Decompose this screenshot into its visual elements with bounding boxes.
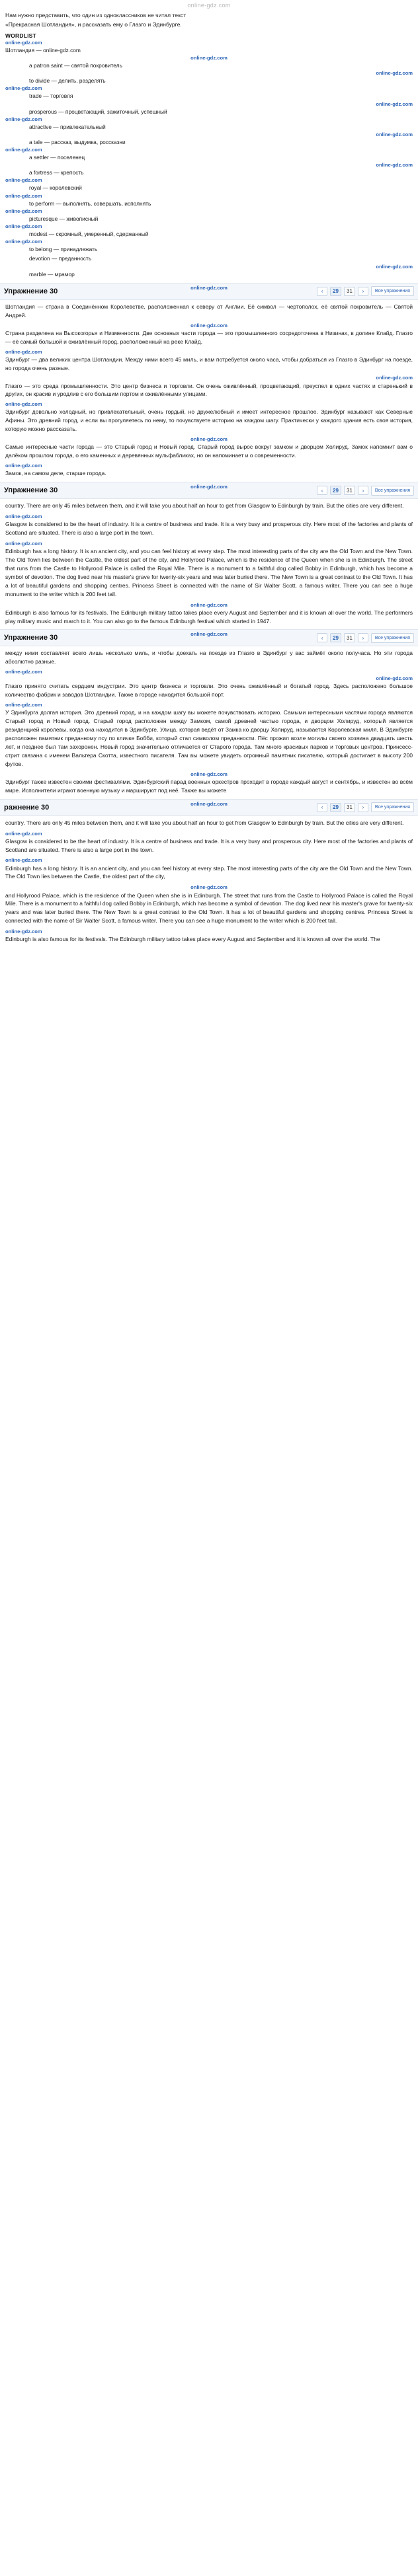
watermark: online-gdz.com: [376, 100, 413, 107]
paragraph: Шотландия — страна в Соединённом Королевстве, расположенная к северу от Англии. Её символ — чертополох, её святой покровитель — Святой Андрей.: [5, 303, 413, 319]
site-watermark-top: online-gdz.com: [187, 2, 231, 9]
wordlist-item: to divide — делить, разделять: [29, 77, 106, 85]
page-number-next[interactable]: 31: [344, 486, 355, 495]
watermark: online-gdz.com: [190, 54, 228, 61]
paragraph: country. There are only 45 miles between them, and it will take you about half an hour to get from Glasgow to Edinburgh by train. But the cities are very different.: [5, 502, 404, 510]
paragraph: Глазго принято считать сердцем индустрии. Это центр бизнеса и торговли. Это очень оживлённый и богатый город. Здесь расположено большое количество фабрик и заводов Шотландии. Также в городе находится большой порт.: [5, 683, 413, 699]
wordlist-item: prosperous — процветающий, зажиточный, успешный: [29, 108, 167, 115]
prev-exercise-button[interactable]: ‹: [317, 287, 327, 296]
all-exercises-button[interactable]: Все упражнения: [371, 286, 414, 296]
paragraph: Эдинбург — два великих центра Шотландии. Между ними всего 45 миль, и вам потребуется около часа, чтобы добраться из Глазго в Эдинбург на поезде, но города очень разные.: [5, 356, 413, 371]
watermark: online-gdz.com: [5, 177, 42, 184]
wordlist-item: a fortress — крепость: [29, 169, 84, 176]
next-exercise-button[interactable]: ›: [358, 486, 368, 495]
watermark: online-gdz.com: [5, 208, 42, 214]
exercise-header-3: [0, 629, 418, 646]
english-text-1: [0, 502, 418, 625]
paragraph: между ними составляет всего лишь несколько миль, и чтобы доехать на поезде из Глазго в Эдинбург у вас займёт около получаса. Но эти города абсолютно разные.: [5, 650, 413, 665]
watermark: online-gdz.com: [5, 39, 42, 46]
watermark: online-gdz.com: [5, 401, 42, 408]
wordlist-item: a patron saint — святой покровитель: [29, 61, 122, 69]
watermark: online-gdz.com: [5, 223, 42, 230]
exercise-title: Упражнение 30: [4, 287, 58, 295]
paragraph: Самые интересные части города — это Старый город и Новый город. Старый город вырос вокруг замком и дворцом Холируд. Замок напомнит вам о далёком прошлом города, о его каменных и деревянных мульфабликах, но он напоминает и о современности.: [5, 443, 413, 459]
all-exercises-button[interactable]: Все упражнения: [371, 633, 414, 643]
exercise-title: Упражнение 30: [4, 486, 58, 495]
watermark: online-gdz.com: [376, 131, 413, 137]
next-exercise-button[interactable]: ›: [358, 287, 368, 296]
wordlist-item: picturesque — живописный: [29, 215, 99, 222]
watermark: online-gdz.com: [376, 375, 413, 381]
wordlist: [0, 40, 418, 279]
page-number-next[interactable]: 31: [344, 803, 355, 812]
paragraph: and Hollyrood Palace, which is the residence of the Queen when she is in Edinburgh. The street that runs from the Castle to Hollyrood Palace is called the Royal Mile. There is a monument to a faithful dog called Bobby in Edinburgh, which has become a symbol of devotion. The dog lived near his master's grave for twenty-six years and was later buried there. The New Town is a great contrast to the Old Town. It has a lot of beautiful gardens and shopping centres. Princess Street is connected with the name of Sir Walter Scott, a famous writer. There you can see a huge monument to the writer which is 200 feet tall.: [5, 891, 413, 925]
watermark: online-gdz.com: [5, 513, 42, 520]
wordlist-item: marble — мрамор: [29, 270, 75, 278]
page-number-current[interactable]: 29: [330, 486, 341, 495]
prev-exercise-button[interactable]: ‹: [317, 803, 327, 812]
intro-block: [0, 10, 418, 29]
watermark: online-gdz.com: [5, 239, 42, 245]
exercise-header-2: [0, 482, 418, 499]
paragraph: Edinburgh has a long history. It is an ancient city, and you can feel history at every step. The most interesting parts of the city are the Old Town and the New Town. The Old Town lies between the Castle, the oldest part of the city, and Hollyrood Palace, which is the residence of the Queen when she is in Edinburgh. The street that runs from the Castle to Hollyrood Palace is called the Royal Mile. There is a monument to a faithful dog called Bobby in Edinburgh, which has become a symbol of devotion. The dog lived near his master's grave for twenty-six years and was later buried there. The New Town is a great contrast to the Old Town. It has a lot of beautiful gardens and shopping centres. Princess Street is connected with the name of Sir Walter Scott, a famous writer. There you can see a huge monument to the writer which is 200 feet tall.: [5, 548, 413, 597]
russian-translation-1: [0, 303, 418, 478]
english-text-2: [0, 819, 418, 944]
prev-exercise-button[interactable]: ‹: [317, 486, 327, 495]
watermark: online-gdz.com: [5, 85, 42, 92]
paragraph: Эдинбург также известен своими фестивалями. Эдинбургский парад военных оркестров проходит в городе каждый август и сентябрь, и известен во всём мире. Исполнители играют военную музыку и маршируют под неё. Также вы можете: [5, 778, 413, 794]
paragraph: Edinburgh is also famous for its festivals. The Edinburgh military tattoo takes place every August and September and it is known all over the world. The performers play military music and march to it. You can also go to the famous Edinburgh festival which started in 1947.: [5, 609, 413, 625]
watermark: online-gdz.com: [190, 284, 228, 291]
watermark: online-gdz.com: [5, 116, 42, 122]
paragraph: У Эдинбурга долгая история. Это древний город, и на каждом шагу вы можете почувствовать историю. Самыми интересными частями города являются Старый город и Новый город. Старый город расположен между Замком, самой древней частью города, и дворцом Холируд, который является резиденцией королевы, когда она находится в Эдинбурге. Улица, которая ведёт от Замка ко дворцу Холируд, называется Королевская миля. В Эдинбурге расположен памятник преданному псу по кличке Бобби, который стал символом преданности. Пёс прожил возле могилы своего хозяина двадцать шесть лет, и позднее был там захоронен. Новый город значительно отличается от Старого города. Там много красивых парков и торговых центров. Принсесс-стрит связана с именем Вальтера Скотта, известного писателя. Там вы можете увидеть огромный памятник писателю, который достигает в высоту 200 футов.: [5, 709, 413, 767]
prev-exercise-button[interactable]: ‹: [317, 633, 327, 642]
watermark: online-gdz.com: [5, 540, 42, 547]
wordlist-item: a tale — рассказ, выдумка, россказни: [29, 138, 126, 145]
watermark: online-gdz.com: [190, 884, 228, 891]
watermark: online-gdz.com: [190, 484, 228, 490]
next-exercise-button[interactable]: ›: [358, 803, 368, 812]
watermark: online-gdz.com: [5, 857, 42, 864]
page-number-current[interactable]: 29: [330, 287, 341, 296]
wordlist-item: to perform — выполнять, совершать, исполнять: [29, 200, 151, 207]
watermark: online-gdz.com: [190, 631, 228, 638]
wordlist-item: attractive — привлекательный: [29, 123, 106, 130]
page-number-current[interactable]: 29: [330, 803, 341, 812]
page-number-next[interactable]: 31: [344, 633, 355, 642]
exercise-title: Упражнение 30: [4, 634, 58, 642]
intro-line-2: «Прекрасная Шотландия», и рассказать ему о Глазго и Эдинбурге.: [5, 20, 182, 28]
all-exercises-button[interactable]: Все упражнения: [371, 802, 414, 812]
watermark: online-gdz.com: [5, 830, 42, 837]
paragraph: Edinburgh has a long history. It is an ancient city, and you can feel history at every step. The most interesting parts of the city are the Old Town and the New Town. The Old Town lies between the Castle, the oldest part of the city,: [5, 864, 413, 880]
wordlist-item: Шотландия — online-gdz.com: [5, 46, 81, 54]
page-number-next[interactable]: 31: [344, 287, 355, 296]
wordlist-item: royal — королевский: [29, 184, 82, 192]
exercise-header-4: [0, 799, 418, 816]
wordlist-item: trade — торговля: [29, 93, 73, 100]
watermark: online-gdz.com: [376, 263, 413, 270]
watermark: online-gdz.com: [190, 771, 228, 777]
wordlist-item: to belong — принадлежать: [29, 246, 98, 253]
watermark: online-gdz.com: [190, 601, 228, 608]
wordlist-item: modest — скромный, умеренный, сдержанный: [29, 231, 149, 238]
watermark: online-gdz.com: [376, 162, 413, 169]
paragraph: Страна разделена на Высокогорья и Низменности. Две основных части города — это промышленного сосредоточена в Низинах, в долине Клайд. Глазго — её самый большой и оживлённый город, расположенный на реке Клайд.: [5, 329, 413, 345]
page-number-current[interactable]: 29: [330, 633, 341, 642]
watermark: online-gdz.com: [190, 322, 228, 328]
watermark: online-gdz.com: [5, 348, 42, 355]
paragraph: Замок, на самом деле, старше города.: [5, 470, 106, 477]
paragraph: Глазго — это среда промышленности. Это центр бизнеса и торговли. Он очень оживлённый, процветающий, преуспел в одних частях и старенький в других, он красив и уродлив с его большим портом и оживлёнными улицами.: [5, 382, 413, 398]
watermark: online-gdz.com: [5, 669, 42, 675]
wordlist-item: a settler — поселенец: [29, 154, 85, 161]
paragraph: Edinburgh is also famous for its festivals. The Edinburgh military tattoo takes place every August and September and it is known all over the world. The: [5, 936, 380, 943]
watermark: online-gdz.com: [5, 147, 42, 153]
watermark: online-gdz.com: [190, 436, 228, 443]
paragraph: Glasgow is considered to be the heart of industry. It is a centre of business and trade. It is a very busy and prosperous city. Here most of the factories and plants of Scotland are situated. There is also a large port in the town.: [5, 837, 413, 853]
exercise-title: ражнение 30: [4, 803, 50, 812]
watermark: online-gdz.com: [5, 702, 42, 708]
watermark: online-gdz.com: [5, 928, 42, 935]
watermark: online-gdz.com: [190, 800, 228, 807]
paragraph: Glasgow is considered to be the heart of industry. It is a centre of business and trade. It is a very busy and prosperous city. Here most of the factories and plants of Scotland are situated. There is also a large port in the town.: [5, 521, 413, 537]
wordlist-item: devotion — преданность: [29, 255, 92, 262]
wordlist-heading: WORDLIST: [5, 32, 36, 39]
document-page: [0, 0, 418, 954]
all-exercises-button[interactable]: Все упражнения: [371, 486, 414, 496]
paragraph: country. There are only 45 miles between them, and it will take you about half an hour to get from Glasgow to Edinburgh by train. But the cities are very different.: [5, 819, 404, 826]
watermark: online-gdz.com: [5, 192, 42, 199]
russian-translation-2: [0, 649, 418, 794]
watermark: online-gdz.com: [5, 463, 42, 469]
exercise-header-1: [0, 283, 418, 300]
next-exercise-button[interactable]: ›: [358, 633, 368, 642]
intro-line-1: Нам нужно представить, что один из одноклассников не читал текст: [5, 12, 187, 19]
watermark: online-gdz.com: [376, 675, 413, 682]
paragraph: Эдинбург довольно холодный, но привлекательный, очень гордый, но дружелюбный и имеет интересное прошлое. Эдинбург называют как Северные Афины. Это древний город, и если вы прогуляетесь по нему, то почувствуете историю на каждом шагу. Практически у каждого здания есть своя история, которую можно рассказать.: [5, 408, 413, 433]
watermark: online-gdz.com: [376, 70, 413, 77]
